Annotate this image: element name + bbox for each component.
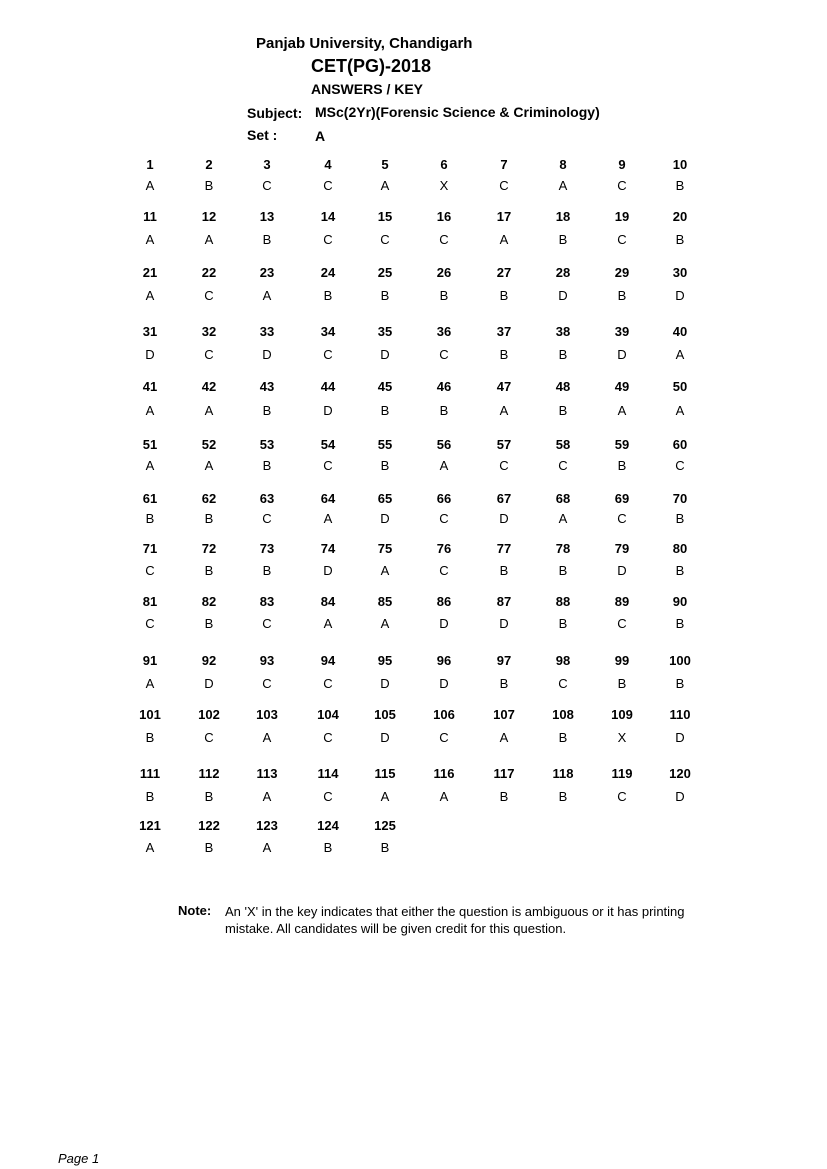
answer-value: A (499, 730, 509, 745)
question-number: 25 (377, 265, 393, 280)
question-number: 114 (317, 766, 339, 781)
question-number: 39 (614, 324, 630, 339)
answer-value: B (558, 232, 568, 247)
answer-value: A (558, 511, 568, 526)
question-number: 5 (381, 157, 389, 172)
answer-value: C (380, 232, 390, 247)
answer-value: B (499, 676, 509, 691)
question-number: 4 (324, 157, 332, 172)
answer-value: A (439, 458, 449, 473)
answer-value: C (262, 178, 272, 193)
question-number: 59 (614, 437, 630, 452)
answer-value: C (262, 511, 272, 526)
question-number: 115 (374, 766, 396, 781)
question-number: 125 (374, 818, 396, 833)
answer-value: A (675, 347, 685, 362)
question-number: 60 (672, 437, 688, 452)
question-number: 79 (614, 541, 630, 556)
question-number: 85 (377, 594, 393, 609)
answer-value: B (204, 840, 214, 855)
question-number: 43 (259, 379, 275, 394)
question-number: 99 (614, 653, 630, 668)
answer-value: A (145, 232, 155, 247)
question-number: 83 (259, 594, 275, 609)
answer-value: D (617, 563, 627, 578)
answer-value: B (204, 563, 214, 578)
question-number: 74 (320, 541, 336, 556)
question-number: 100 (669, 653, 691, 668)
question-number: 37 (496, 324, 512, 339)
question-number: 6 (440, 157, 448, 172)
answer-value: A (204, 458, 214, 473)
answer-value: B (204, 616, 214, 631)
answer-value: C (145, 563, 155, 578)
question-number: 118 (552, 766, 574, 781)
answer-value: C (204, 288, 214, 303)
question-number: 94 (320, 653, 336, 668)
university-name: Panjab University, Chandigarh (256, 35, 473, 52)
answer-value: B (675, 232, 685, 247)
question-number: 84 (320, 594, 336, 609)
answer-value: A (499, 232, 509, 247)
question-number: 89 (614, 594, 630, 609)
question-number: 28 (555, 265, 571, 280)
question-number: 45 (377, 379, 393, 394)
question-number: 58 (555, 437, 571, 452)
question-number: 27 (496, 265, 512, 280)
question-number: 86 (436, 594, 452, 609)
question-number: 41 (142, 379, 158, 394)
answer-value: A (145, 288, 155, 303)
question-number: 61 (142, 491, 158, 506)
question-number: 11 (143, 209, 157, 224)
answer-value: C (617, 511, 627, 526)
question-number: 15 (377, 209, 393, 224)
answer-value: D (617, 347, 627, 362)
answer-value: X (617, 730, 627, 745)
question-number: 71 (142, 541, 158, 556)
answer-value: C (262, 676, 272, 691)
question-number: 57 (496, 437, 512, 452)
question-number: 53 (259, 437, 275, 452)
answer-value: B (262, 403, 272, 418)
question-number: 26 (436, 265, 452, 280)
answer-value: A (145, 840, 155, 855)
question-number: 48 (555, 379, 571, 394)
answer-value: A (323, 511, 333, 526)
question-number: 120 (669, 766, 691, 781)
answer-value: C (617, 178, 627, 193)
question-number: 106 (433, 707, 455, 722)
answer-value: B (204, 511, 214, 526)
exam-title: CET(PG)-2018 (311, 56, 432, 76)
question-number: 49 (614, 379, 630, 394)
question-number: 63 (259, 491, 275, 506)
question-number: 52 (201, 437, 217, 452)
question-number: 47 (496, 379, 512, 394)
answer-value: C (558, 676, 568, 691)
answer-value: B (499, 563, 509, 578)
answer-value: B (675, 178, 685, 193)
answer-value: C (323, 458, 333, 473)
answer-value: A (499, 403, 509, 418)
answer-value: C (617, 232, 627, 247)
question-number: 113 (256, 766, 278, 781)
answer-value: B (204, 789, 214, 804)
answer-value: C (439, 511, 449, 526)
answer-value: A (262, 840, 272, 855)
question-number: 13 (259, 209, 275, 224)
question-number: 108 (552, 707, 574, 722)
answer-value: C (617, 789, 627, 804)
question-number: 102 (198, 707, 220, 722)
answer-key-title: ANSWERS / KEY (311, 81, 424, 97)
answer-value: B (617, 676, 627, 691)
answer-value: D (380, 511, 390, 526)
answer-value: B (204, 178, 214, 193)
answer-value: C (323, 232, 333, 247)
answer-value: D (323, 563, 333, 578)
question-number: 18 (555, 209, 571, 224)
answer-value: C (439, 730, 449, 745)
question-number: 87 (496, 594, 512, 609)
answer-value: A (323, 616, 333, 631)
answer-value: B (439, 288, 449, 303)
question-number: 82 (201, 594, 217, 609)
answer-value: C (499, 178, 509, 193)
question-number: 33 (259, 324, 275, 339)
answer-value: B (499, 347, 509, 362)
question-number: 124 (317, 818, 339, 833)
answer-value: A (380, 178, 390, 193)
answer-value: B (439, 403, 449, 418)
answer-value: X (439, 178, 449, 193)
answer-value: B (323, 840, 333, 855)
answer-value: D (380, 730, 390, 745)
answer-value: B (380, 458, 390, 473)
question-number: 10 (672, 157, 688, 172)
answer-value: A (380, 789, 390, 804)
question-number: 35 (377, 324, 393, 339)
question-number: 123 (256, 818, 278, 833)
answer-value: B (558, 616, 568, 631)
question-number: 90 (672, 594, 688, 609)
answer-value: C (262, 616, 272, 631)
answer-value: A (204, 232, 214, 247)
subject-label: Subject: (247, 105, 303, 121)
set-label: Set : (247, 127, 278, 143)
answer-value: C (558, 458, 568, 473)
question-number: 3 (263, 157, 271, 172)
answer-value: D (439, 616, 449, 631)
answer-value: B (262, 563, 272, 578)
answer-value: B (262, 458, 272, 473)
question-number: 76 (436, 541, 452, 556)
answer-value: C (204, 730, 214, 745)
question-number: 70 (672, 491, 688, 506)
question-number: 75 (377, 541, 393, 556)
answer-value: D (380, 347, 390, 362)
answer-value: A (262, 789, 272, 804)
question-number: 77 (496, 541, 512, 556)
question-number: 107 (493, 707, 515, 722)
subject-value: MSc(2Yr)(Forensic Science & Criminology) (315, 104, 600, 120)
answer-value: A (204, 403, 214, 418)
question-number: 21 (142, 265, 158, 280)
question-number: 17 (496, 209, 512, 224)
question-number: 66 (436, 491, 452, 506)
question-number: 38 (555, 324, 571, 339)
question-number: 96 (436, 653, 452, 668)
answer-value: C (323, 676, 333, 691)
question-number: 56 (436, 437, 452, 452)
answer-value: D (204, 676, 214, 691)
question-number: 34 (320, 324, 336, 339)
answer-value: A (558, 178, 568, 193)
question-number: 42 (201, 379, 217, 394)
answer-value: D (675, 288, 685, 303)
answer-value: D (558, 288, 568, 303)
answer-value: C (145, 616, 155, 631)
answer-value: B (145, 789, 155, 804)
question-number: 51 (142, 437, 158, 452)
question-number: 54 (320, 437, 336, 452)
question-number: 101 (139, 707, 161, 722)
question-number: 105 (374, 707, 396, 722)
answer-value: A (145, 403, 155, 418)
question-number: 24 (320, 265, 336, 280)
question-number: 88 (555, 594, 571, 609)
question-number: 104 (317, 707, 339, 722)
question-number: 8 (559, 157, 567, 172)
page-number: Page 1 (58, 1151, 100, 1166)
answer-value: B (675, 563, 685, 578)
answer-value: B (558, 403, 568, 418)
answer-value: A (262, 288, 272, 303)
answer-value: A (145, 676, 155, 691)
question-number: 19 (614, 209, 630, 224)
answer-value: D (499, 616, 509, 631)
answer-value: B (145, 511, 155, 526)
answer-value: B (675, 676, 685, 691)
answer-value: B (558, 789, 568, 804)
answer-value: C (617, 616, 627, 631)
question-number: 50 (672, 379, 688, 394)
answer-value: A (675, 403, 685, 418)
answer-value: A (617, 403, 627, 418)
question-number: 62 (201, 491, 217, 506)
question-number: 9 (618, 157, 626, 172)
answer-value: B (558, 347, 568, 362)
question-number: 81 (142, 594, 158, 609)
answer-value: C (323, 730, 333, 745)
question-number: 111 (139, 766, 161, 781)
question-number: 122 (198, 818, 220, 833)
question-number: 91 (142, 653, 158, 668)
question-number: 119 (611, 766, 633, 781)
question-number: 44 (320, 379, 336, 394)
question-number: 40 (672, 324, 688, 339)
answer-value: B (558, 730, 568, 745)
answer-value: D (262, 347, 272, 362)
answer-value: D (675, 730, 685, 745)
question-number: 64 (320, 491, 336, 506)
set-value: A (315, 128, 326, 144)
question-number: 7 (500, 157, 508, 172)
answer-value: C (323, 178, 333, 193)
question-number: 93 (259, 653, 275, 668)
question-number: 55 (377, 437, 393, 452)
question-number: 112 (198, 766, 220, 781)
question-number: 69 (614, 491, 630, 506)
answer-value: B (262, 232, 272, 247)
answer-value: C (439, 232, 449, 247)
answer-value: B (145, 730, 155, 745)
note-text: An 'X' in the key indicates that either the question is ambiguous or it has printing mistake. All candidates will be given credit for this question. (225, 904, 685, 936)
answer-value: C (439, 563, 449, 578)
answer-value: B (617, 458, 627, 473)
question-number: 110 (669, 707, 691, 722)
answer-value: C (204, 347, 214, 362)
answer-value: A (145, 178, 155, 193)
question-number: 22 (201, 265, 217, 280)
question-number: 95 (377, 653, 393, 668)
answer-value: B (380, 403, 390, 418)
question-number: 98 (555, 653, 571, 668)
answer-value: D (675, 789, 685, 804)
question-number: 29 (614, 265, 630, 280)
question-number: 121 (139, 818, 161, 833)
question-number: 72 (201, 541, 217, 556)
question-number: 117 (493, 766, 515, 781)
question-number: 65 (377, 491, 393, 506)
answer-value: B (499, 288, 509, 303)
question-number: 97 (496, 653, 512, 668)
answer-value: A (380, 616, 390, 631)
question-number: 68 (555, 491, 571, 506)
answer-value: A (380, 563, 390, 578)
question-number: 31 (142, 324, 158, 339)
answer-value: D (499, 511, 509, 526)
answer-value: D (380, 676, 390, 691)
answer-value: D (439, 676, 449, 691)
question-number: 116 (433, 766, 455, 781)
answer-value: C (675, 458, 685, 473)
answer-value: B (323, 288, 333, 303)
answer-value: C (323, 789, 333, 804)
answer-value: B (617, 288, 627, 303)
question-number: 30 (672, 265, 688, 280)
answer-value: C (323, 347, 333, 362)
answer-value: B (558, 563, 568, 578)
question-number: 80 (672, 541, 688, 556)
question-number: 78 (555, 541, 571, 556)
question-number: 92 (201, 653, 217, 668)
question-number: 32 (201, 324, 217, 339)
question-number: 1 (146, 157, 154, 172)
question-number: 46 (436, 379, 452, 394)
question-number: 23 (259, 265, 275, 280)
answer-value: D (323, 403, 333, 418)
answer-value: A (145, 458, 155, 473)
question-number: 103 (256, 707, 278, 722)
answer-value: C (499, 458, 509, 473)
question-number: 36 (436, 324, 452, 339)
question-number: 73 (259, 541, 275, 556)
answer-value: B (380, 288, 390, 303)
answer-value: D (145, 347, 155, 362)
answer-value: A (262, 730, 272, 745)
answer-value: B (380, 840, 390, 855)
question-number: 2 (205, 157, 213, 172)
question-number: 16 (436, 209, 452, 224)
answer-value: B (499, 789, 509, 804)
question-number: 20 (672, 209, 688, 224)
answer-value: B (675, 511, 685, 526)
question-number: 67 (496, 491, 512, 506)
answer-value: C (439, 347, 449, 362)
note-label: Note: (178, 903, 212, 918)
question-number: 109 (611, 707, 633, 722)
answer-value: B (675, 616, 685, 631)
question-number: 14 (320, 209, 336, 224)
question-number: 12 (201, 209, 217, 224)
answer-value: A (439, 789, 449, 804)
